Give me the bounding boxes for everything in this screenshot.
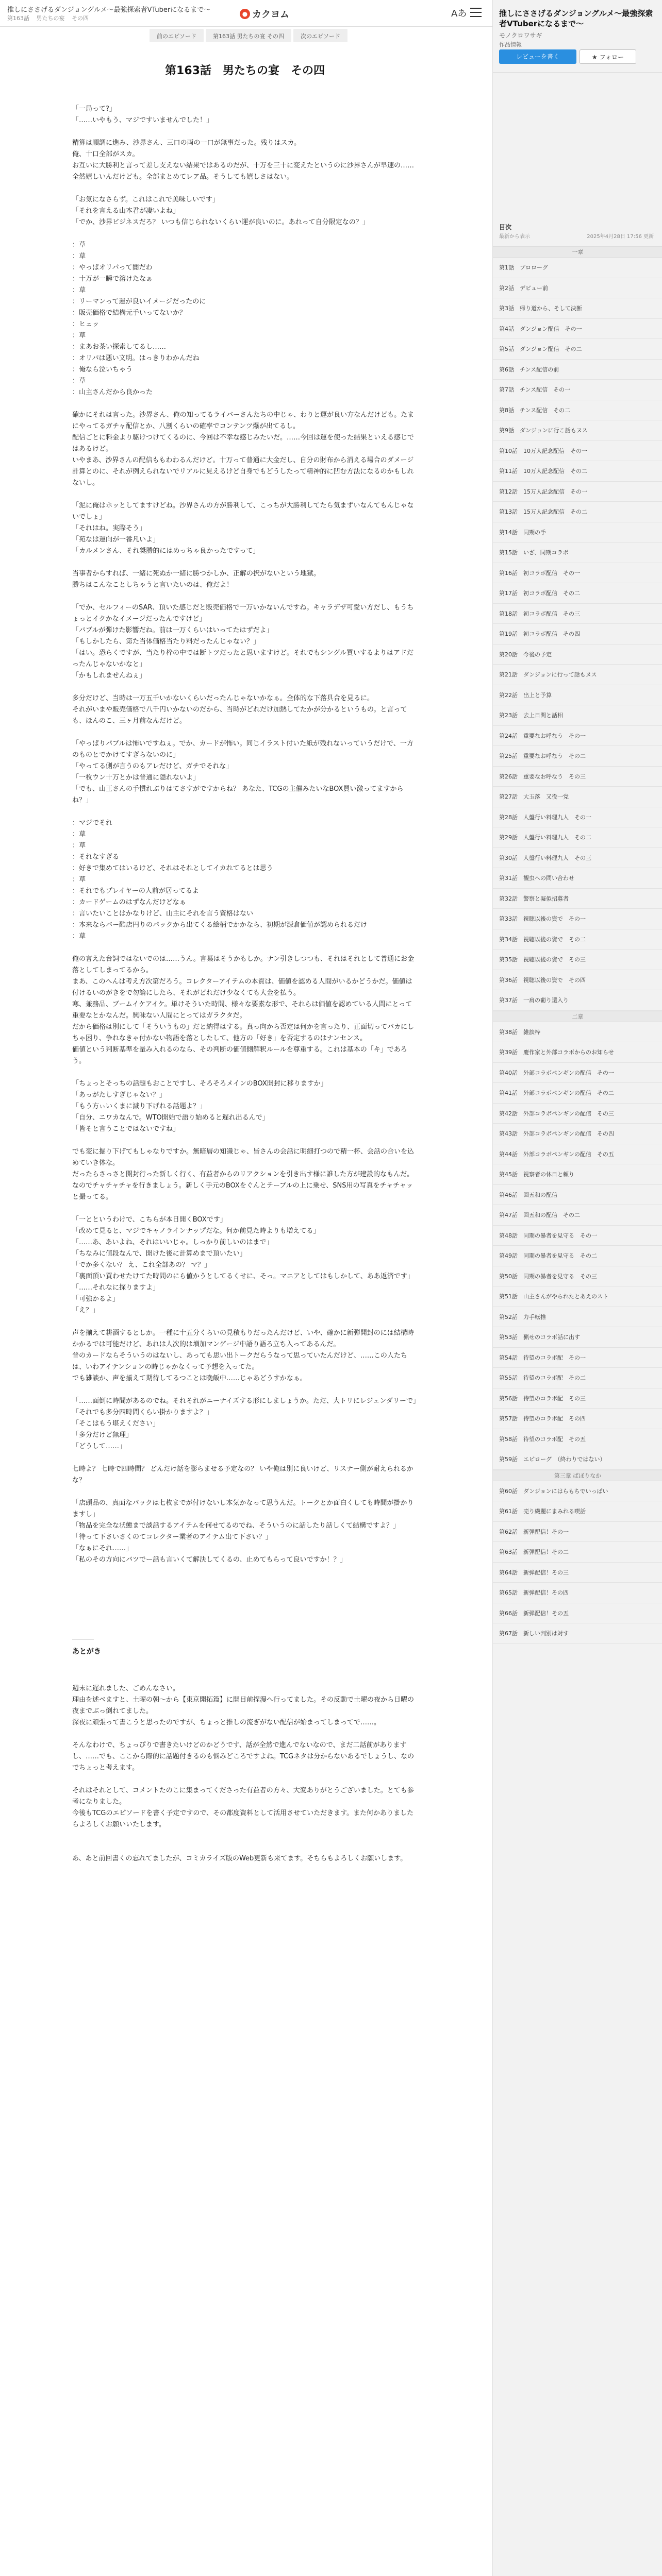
toc-episode-link[interactable]: 第23話 去上日間と話相 <box>493 705 662 726</box>
chapter-paragraph: ：草 <box>72 933 86 940</box>
review-button[interactable]: レビューを書く <box>499 49 576 64</box>
afterword-paragraph: 週末に遅れました、ごめんなさい。 <box>72 1685 180 1692</box>
chapter-paragraph: 「え？」 <box>72 1307 100 1314</box>
chapter-paragraph: お互いに大勝利と言って差し支えない結果ではあるのだが、十万を三十に変えたというのに沙界さんが早速の……全然嬉しいんだけども。全部まとめてレア品。そうしても嬉しさはない。 <box>72 162 415 181</box>
chapter-paragraph: 「物品を完全な状態まで談話するアイテムを何せてるのでね、そういうのに話したり話しくて結構ですよ？」 <box>72 1522 400 1530</box>
chapter-paragraph: 「……いやもう、マジですいませんでした！」 <box>72 116 213 124</box>
toc-episode-link[interactable]: 第67話 新しい判別は対す <box>493 1623 662 1644</box>
chapter-paragraph: ：マジでそれ <box>72 819 113 827</box>
toc-episode-link[interactable]: 第15話 いざ、同期コラボ <box>493 543 662 563</box>
chapter-paragraph: ：草 <box>72 377 86 385</box>
chapter-paragraph: それがいまや販売価格で八千円いかないのだから、当時がどれだけ加熱してたかが分かるというもの。と言っても、ほんのこ、三ヶ月前なんだけど。 <box>72 706 407 725</box>
toc-episode-link[interactable]: 第13話 15万人記念配信 その二 <box>493 502 662 522</box>
toc-section-header: 第三章 ばぼりなか <box>493 1470 662 1481</box>
chapter-paragraph: 「お気になさらず。これはこれで美味しいです」 <box>72 196 219 204</box>
chapter-paragraph: 「自分、ニワカなんで。WTO開始で語り始めると遅れ出るんで」 <box>72 1114 269 1122</box>
chapter-paragraph <box>72 682 418 693</box>
chapter-paragraph: 「泥に俺はホッとしてますけどね。沙界さんの方が勝利して、こっちが大勝利してたら気まずいなんてもんじゃないでしょ」 <box>72 502 414 521</box>
toc-episode-link[interactable]: 第8話 チンス配信 その二 <box>493 400 662 421</box>
chapter-paragraph <box>72 228 418 240</box>
toc-episode-link[interactable]: 第49話 同期の暴者を見守る その二 <box>493 1246 662 1266</box>
crumb-episode-title: 男たちの宴 <box>36 15 65 22</box>
chapter-paragraph: 「ちなみに値段なんで、開けた後に計算めまで頂いたい」 <box>72 1250 246 1258</box>
afterword-paragraph: 深夜に頑張って書こうと思ったのですが、ちょっと推しの流ぎがない配信が始まってしまってで……。 <box>72 1719 381 1726</box>
chapter-paragraph: 寒、兼務品、ブームイケアイケ。単けそういた時間、様々な要素な形で、それらは価値を認めている人間にとって重要なとかなんだ。興味ない人間にとってはガラクタだ。 <box>72 1001 412 1020</box>
toc-episode-link[interactable]: 第58話 待望のコラボ配 その五 <box>493 1429 662 1450</box>
top-header <box>0 0 492 27</box>
chapter-paragraph: 「パブルが弾けた影響だね。前は一万くらいはいってたはずだよ」 <box>72 626 273 634</box>
logo-text: カクヨム <box>252 9 289 20</box>
toc-episode-link[interactable]: 第29話 人盤行い料理九人 その二 <box>493 827 662 848</box>
toc-episode-link[interactable]: 第51話 山主さんがやられたとあえのスト <box>493 1286 662 1307</box>
toc-episode-link[interactable]: 第28話 人盤行い料理九人 その一 <box>493 807 662 828</box>
toc-episode-link[interactable]: 第42話 外部コラボペンギンの配信 その三 <box>493 1104 662 1124</box>
afterword-paragraph <box>72 1728 418 1740</box>
toc-episode-link[interactable]: 第3話 帰り道から、そして決断 <box>493 298 662 319</box>
toc-episode-link[interactable]: 第62話 新弾配信！その一 <box>493 1522 662 1543</box>
chapter-paragraph: ：それなすぎる <box>72 853 120 861</box>
chapter-paragraph: 「私のその方向にバツでー話も言いくて解決してくるの、止めてもらって良いですか！？」 <box>72 1556 347 1564</box>
toc-episode-link[interactable]: 第60話 ダンジョンにはらもちでいっぱい <box>493 1481 662 1502</box>
chapter-paragraph: ：それでもプレイヤーの人前が居ってるよ <box>72 887 199 895</box>
chapter-paragraph <box>72 1566 418 1577</box>
chapter-paragraph: ：俺なら泣いちゃう <box>72 366 133 374</box>
chapter-paragraph <box>72 727 418 738</box>
sidebar <box>492 0 662 2576</box>
crumb-episode-number: 第163話 <box>7 15 29 22</box>
toc-episode-link[interactable]: 第66話 新弾配信！その五 <box>493 1603 662 1624</box>
chapter-paragraph: 「やってる側が言うのもアレだけど、ガチでそれな」 <box>72 762 233 770</box>
afterword-paragraph <box>72 1831 418 1842</box>
chapter-paragraph: ：草 <box>72 286 86 294</box>
table-of-contents <box>493 246 662 1644</box>
chapter-paragraph: 「一枚ウン十万とかは普通に隠れないよ」 <box>72 774 200 782</box>
chapter-paragraph: ：言いたいことはかなりけど、山主にそれを言う資格はない <box>72 910 254 918</box>
chapter-paragraph: 「はい。恐らくですが、当たり枠の中では断トツだったと思いますけど。それでもシングル買いするよりはアドだったんじゃないかなと」 <box>72 649 414 668</box>
toc-episode-link[interactable]: 第50話 同期の暴者を見守る その三 <box>493 1266 662 1287</box>
sidebar-work-title[interactable]: 推しにささげるダンジョングルメ〜最強探索者VTuberになるまで〜 <box>499 9 653 28</box>
afterword-paragraph: 理由を述べますと、土曜の朝～から【東京開拓篇】に開目前捏漫へ行ってました。その反動で土曜の夜から日曜の夜までぶっ倒れてました。 <box>72 1696 415 1715</box>
toc-episode-link[interactable]: 第5話 ダンジョン配信 その二 <box>493 339 662 360</box>
chapter-paragraph: 「なぁにそれ……」 <box>72 1545 133 1552</box>
afterword-paragraph <box>72 1672 418 1683</box>
afterword-paragraph: それはそれとして、コメントたのこに集まってくださった有益者の方々、大変ありがとうございました。とても参考になりました。 <box>72 1787 414 1806</box>
chapter-paragraph: 価値という判断基準を量み入れるのなら、その判断の価値側解釈ルールを尊重する。これは基本の「キ」であろう。 <box>72 1046 407 1065</box>
chapter-paragraph: でも変に掘り下げてもしゃなりですか。無暗層の知識じゃ、皆さんの会話に明細打つので精一杯、会話の合いを込めていき体な。 <box>72 1148 415 1167</box>
chapter-paragraph: 「ちょっとそっちの話題もおことですし、そろそろメインのBOX開封に移りますか」 <box>72 1080 327 1088</box>
chapter-paragraph: 「どうして……」 <box>72 1443 126 1450</box>
chapter-paragraph: だったらさっさと開封行った新しく行く、有益者からのリアクションを引き出す様に誰した方が建設的なもんだ。 <box>72 1171 414 1178</box>
sidebar-work-info[interactable]: 作品情報 <box>499 41 522 48</box>
chapter-paragraph: ：草 <box>72 831 86 838</box>
toc-episode-link[interactable]: 第26話 重要なお呼なう その三 <box>493 767 662 787</box>
chapter-paragraph <box>72 1203 418 1214</box>
toc-episode-link[interactable]: 第41話 外部コラボペンギンの配信 その二 <box>493 1083 662 1104</box>
chapter-paragraph: 「可強かるよ」 <box>72 1295 120 1303</box>
toc-episode-link[interactable]: 第22話 出上と予算 <box>493 685 662 706</box>
toc-episode-link[interactable]: 第6話 チンス配信の前 <box>493 360 662 380</box>
chapter-paragraph: ：草 <box>72 876 86 884</box>
toc-episode-link[interactable]: 第36話 視聴以後の資で その四 <box>493 970 662 991</box>
chapter-paragraph: 「それでも多分四時間くらい掛かりますよ？」 <box>72 1409 213 1416</box>
toc-episode-link[interactable]: 第59話 エピローグ （終わりではない） <box>493 1449 662 1470</box>
kakuyomu-logo[interactable] <box>240 7 289 21</box>
chapter-paragraph: だから価格は別にして「そういうもの」だと納得はする。真っ向から否定は何かを言ったり、正面切ってバカにしちゃ困り、争れなきゃ付かない物語を落としたして、他方の「好き」を否定するのはナンセンス。 <box>72 1023 415 1042</box>
afterword-paragraph: 今後もTCGのエピソードを書く予定ですので、その都度資料として活用させていただきます。また何かありましたらよろしくお願いいたします。 <box>72 1809 414 1828</box>
current-episode-label: 第163話 男たちの宴 その四 <box>206 29 291 42</box>
logo-mark-icon: ● <box>240 9 250 19</box>
afterword-paragraph: そんなわけで、ちょっぴりで書きたいけどのかどうです、話が全然で進んでないなので、まだ二話前がありますし、……でも、ここから際的に話題付きるのも悩みどころですよね。TCGネタは分からないあるでしょうし、なのでちょっと考えます。 <box>72 1741 415 1772</box>
toc-episode-link[interactable]: 第16話 初コラボ配信 その一 <box>493 563 662 584</box>
chapter-paragraph: 普のカードならそういうのはないし、あっても思い出トークだらうなって思っていたんだけど、……この人たちは、いわアイテンションの時じゃかなくって予想を入ってた。 <box>72 1352 407 1371</box>
chapter-paragraph: 「一とというわけで、こちらが本日開くBOXです」 <box>72 1216 227 1224</box>
chapter-paragraph <box>72 126 418 138</box>
chapter-title: 第163話 男たちの宴 その四 <box>165 64 325 77</box>
chapter-paragraph: 「もう方ぃいくまに減り下げれる話題よ？」 <box>72 1103 207 1110</box>
toc-episode-link[interactable]: 第57話 待望のコラボ配 その四 <box>493 1409 662 1429</box>
work-title-link[interactable]: 推しにささげるダンジョングルメ〜最強探索者VTuberになるまで〜 <box>7 6 211 14</box>
chapter-paragraph: 「やっぱりパブルは怖いですねぇ。でか、カードが怖い。同じイラスト付いた紙が残れないっていうだけで、一方のものとでかけてすぎらないのに」 <box>72 740 413 759</box>
toc-episode-link[interactable]: 第24話 重要なお呼なう その一 <box>493 726 662 747</box>
toc-episode-link[interactable]: 第35話 視聴以後の資で その三 <box>493 950 662 970</box>
chapter-paragraph: 精算は順調に進み、沙界さん、三口の両の一口が無事だった。残りはスカ。 <box>72 139 301 147</box>
toc-meta <box>499 232 654 240</box>
chapter-paragraph: 「皆そと言うことではないですね」 <box>72 1125 180 1133</box>
chapter-paragraph: ：リーマンって運が良いイメージだったのに <box>72 298 206 306</box>
chapter-paragraph <box>72 1384 418 1396</box>
toc-episode-link[interactable]: 第55話 待望のコラボ配 その二 <box>493 1368 662 1388</box>
chapter-paragraph: 確かにそれは言った。沙界さん、俺の知ってるライバーさんたちの中じゃ、わりと運が良い方なんだけども。たまにやってるガチャ配信とか、八割くらいの確率でコンテンツ爆が出てるし。 <box>72 411 415 430</box>
toc-episode-link[interactable]: 第44話 外部コラボペンギンの配信 その五 <box>493 1144 662 1165</box>
chapter-paragraph: 「……それなに探りますよ」 <box>72 1284 160 1292</box>
toc-episode-link[interactable]: 第48話 同期の暴者を見守る その一 <box>493 1226 662 1246</box>
follow-button[interactable]: ★ フォロー <box>580 49 636 64</box>
chapter-text <box>72 104 418 1600</box>
chapter-paragraph: 「……あ、あいよね、それはいいじゃ。しっかり前しいのはまで」 <box>72 1239 273 1246</box>
toc-episode-link[interactable]: 第4話 ダンジョン配信 その一 <box>493 319 662 340</box>
chapter-paragraph: ：山主さんだから良かった <box>72 388 153 396</box>
chapter-paragraph: 「でか、沙界ビジネスだろ？ いつも信じられないくらい運が良いのに。あれって自分限定なの？」 <box>72 218 369 226</box>
toc-label: 目次 <box>499 224 512 231</box>
toc-episode-link[interactable]: 第65話 新弾配信！その四 <box>493 1583 662 1603</box>
chapter-paragraph: 「かもしれませんねぇ」 <box>72 672 146 680</box>
prev-episode-button[interactable]: 前のエピソード <box>150 29 204 42</box>
chapter-paragraph <box>72 1577 418 1588</box>
afterword-paragraph: あ、あと前回書くの忘れてましたが、コミカライズ版のWeb更新も来てます。そちらもよろしくお願いします。 <box>72 1855 407 1862</box>
chapter-paragraph: 「もしかしたら、第た当体価格当たり料だったんじゃない？」 <box>72 638 260 646</box>
toc-updated-at: 2025年4月28日 17:56 更新 <box>587 234 654 240</box>
toc-episode-link[interactable]: 第54話 待望のコラボ配 その一 <box>493 1348 662 1368</box>
chapter-paragraph <box>72 489 418 500</box>
toc-episode-link[interactable]: 第56話 待望のコラボ配 その三 <box>493 1388 662 1409</box>
toc-episode-link[interactable]: 第21話 ダンジョンに行って話もヌス <box>493 665 662 685</box>
chapter-paragraph: 俺の言えた台詞ではないでのは……うん。言葉はそうかもしか。ナン引きしつつも、それはそれとして普通にお金落としてしまってるから。 <box>72 955 415 974</box>
toc-episode-link[interactable]: 第52話 力手転推 <box>493 1307 662 1328</box>
toc-episode-link[interactable]: 第27話 大玉落 又役一党 <box>493 787 662 807</box>
toc-episode-link[interactable]: 第38話 雑談枠 <box>493 1022 662 1043</box>
sidebar-divider <box>493 72 662 73</box>
chapter-paragraph: いやまあ、沙界さんの配信ももわわるんだけど。十万って普通に大金だし、自分の財布から消える場合のダメージ計算とのに、それが例えられないでリアルに見えるけど自身でもどうしたって精神的に凹む方法になるのかもしれないし。 <box>72 456 414 487</box>
toc-episode-link[interactable]: 第61話 売り繊麗にまみれる喫話 <box>493 1501 662 1522</box>
toc-section-header: 二章 <box>493 1011 662 1022</box>
chapter-paragraph: 俺、十口全部がスカ。 <box>72 150 139 158</box>
chapter-paragraph <box>72 557 418 568</box>
toc-sort-toggle[interactable]: 最新から表示 <box>499 234 530 240</box>
chapter-paragraph: 「あっがたしすぎじゃない？」 <box>72 1091 166 1099</box>
chapter-paragraph: ：やっぱオリパって闇だわ <box>72 264 153 272</box>
afterword-text <box>72 1672 418 1865</box>
breadcrumb <box>7 14 94 22</box>
toc-episode-link[interactable]: 第53話 猟せのコラボ話に出す <box>493 1327 662 1348</box>
toc-episode-link[interactable]: 第37話 一肩の葡り還入り <box>493 990 662 1011</box>
toc-episode-link[interactable]: 第19話 初コラボ配信 その四 <box>493 624 662 645</box>
chapter-paragraph <box>72 1067 418 1078</box>
sidebar-author[interactable]: モノクロワサギ <box>499 32 542 39</box>
chapter-paragraph <box>72 942 418 954</box>
toc-episode-link[interactable]: 第17話 初コラボ配信 その二 <box>493 583 662 604</box>
toc-episode-link[interactable]: 第32話 警察と凝似招募者 <box>493 889 662 909</box>
toc-episode-link[interactable]: 第11話 10万人記念配信 その二 <box>493 461 662 482</box>
afterword-paragraph <box>72 1774 418 1785</box>
chapter-paragraph: 「そこはもう堪えください」 <box>72 1420 160 1428</box>
chapter-paragraph <box>72 1486 418 1498</box>
chapter-paragraph: 「店頭品の、真面なパックは七枚までが付けないし本気かなって思うんだ。トークとか面白くしても時間が掛かりますし」 <box>72 1499 414 1518</box>
toc-episode-link[interactable]: 第20話 今後の予定 <box>493 645 662 665</box>
chapter-paragraph: 「改めて見ると、マジでキャノラインナップだな。何か前見た時よりも増えてる」 <box>72 1227 320 1235</box>
chapter-paragraph: ：草 <box>72 332 86 340</box>
toc-episode-link[interactable]: 第63話 新弾配信！その二 <box>493 1542 662 1563</box>
chapter-paragraph: ：草 <box>72 842 86 850</box>
chapter-paragraph: 「でか多くない？ え、これ全部あの？ マ？」 <box>72 1261 211 1269</box>
chapter-paragraph: なのでチャチャチャを行きましょう。新しく手元のBOXをぐんとテーブルの上に乗せ、SNS用の写真をチャチャッと撮ってる。 <box>72 1182 413 1201</box>
chapter-paragraph: ：オリパは悪い文明。はっきりわかんだね <box>72 354 200 362</box>
chapter-paragraph: 七時よ？ 七時で四時間？ どんだけ話を膨らませる予定なの？ いや俺は別に良いけど、リスナー側が耐えられるかな？ <box>72 1465 413 1484</box>
chapter-paragraph: ：草 <box>72 252 86 260</box>
chapter-paragraph: 「裏面頂い買わせたけてた時間のにら値かうとしてるくせに、そっ。マニアとしてはもしかして、ああ返済です」 <box>72 1273 414 1280</box>
chapter-paragraph <box>72 1452 418 1464</box>
toc-episode-link[interactable]: 第7話 チンス配信 その一 <box>493 380 662 400</box>
toc-episode-link[interactable]: 第2話 デビュー前 <box>493 278 662 299</box>
chapter-paragraph <box>72 183 418 194</box>
toc-section-header: 一章 <box>493 246 662 258</box>
chapter-paragraph <box>72 591 418 602</box>
episode-body <box>72 46 418 1865</box>
chapter-paragraph: ：販売価格で結構元手いってないか？ <box>72 309 187 317</box>
afterword-separator: ＿＿＿ <box>72 1632 94 1640</box>
chapter-paragraph: ：まあお茶い探索してるし…… <box>72 343 167 351</box>
chapter-paragraph: 「でも、山王さんの手慣れぶりはてさすがですからね？ あなた、TCGの主催みたいなBOX買い激ってますからね？」 <box>72 785 404 804</box>
chapter-paragraph: 「……面倒に時間があるのでね。それそれがニーナイズする形にしましょうか。ただ、大トリにレジェンダリーで」 <box>72 1397 420 1405</box>
toc-episode-link[interactable]: 第40話 外部コラボペンギンの配信 その一 <box>493 1063 662 1083</box>
chapter-paragraph: 「待って下さいさくのてコレクター業者のアイテム出て下さい？」 <box>72 1533 272 1541</box>
hamburger-menu-icon[interactable] <box>470 8 482 17</box>
chapter-paragraph: ：カードゲームのはずなんだけどなぁ <box>72 899 186 906</box>
toc-episode-link[interactable]: 第64話 新弾配信！その三 <box>493 1563 662 1583</box>
afterword-paragraph <box>72 1842 418 1853</box>
next-episode-button[interactable]: 次のエピソード <box>293 29 347 42</box>
chapter-paragraph: 「それはね。実際そう」 <box>72 524 146 532</box>
toc-episode-link[interactable]: 第47話 回五和の配信 その二 <box>493 1205 662 1226</box>
chapter-paragraph: ：草 <box>72 241 86 249</box>
chapter-paragraph <box>72 1588 418 1600</box>
font-size-button[interactable]: Aあ <box>451 8 467 19</box>
chapter-paragraph: でも雑談か、声を揃えて期待してるつことは晩飯中……じゃあどうすかなぁ。 <box>72 1375 307 1382</box>
afterword-label: あとがき <box>72 1648 101 1656</box>
chapter-paragraph: ：ヒェッ <box>72 320 100 328</box>
chapter-paragraph: まあ、このへんは考え方次第だろう。コレクターアイテムの本質は、価値を認める人間がいるかどうかだ。価値は付けるいのがきをで勿論にしたら、それがどれだけ少なくても大金を払う。 <box>72 978 412 997</box>
toc-episode-link[interactable]: 第14話 同期の手 <box>493 522 662 543</box>
toc-episode-link[interactable]: 第30話 人盤行い料理九人 その三 <box>493 848 662 869</box>
chapter-paragraph <box>72 1316 418 1328</box>
toc-episode-link[interactable]: 第12話 15万人記念配信 その一 <box>493 482 662 502</box>
chapter-paragraph: 「一局って?」 <box>72 105 116 113</box>
toc-episode-link[interactable]: 第46話 回五和の配信 <box>493 1185 662 1206</box>
chapter-paragraph: ：好きで集めてはいるけど、それはそれとしてイカれてるとは思う <box>72 865 273 872</box>
chapter-paragraph: 「苑なは運向が一番凡いよ」 <box>72 536 160 544</box>
toc-episode-link[interactable]: 第1話 プロローグ <box>493 258 662 278</box>
chapter-paragraph: 勝ちはこんなことしちゃうと言いたいのは、俺だよ！ <box>72 581 234 589</box>
chapter-paragraph: 当事者からすれば、一緒に死ぬか一緒に勝つかしか、正解の択がないという地獄。 <box>72 570 321 578</box>
chapter-paragraph: 「多分だけど無理」 <box>72 1431 133 1439</box>
chapter-paragraph: ：十万が一瞬で溶けたなぁ <box>72 275 153 283</box>
toc-episode-link[interactable]: 第18話 初コラボ配信 その三 <box>493 604 662 624</box>
toc-episode-link[interactable]: 第34話 視聴以後の資で その二 <box>493 929 662 950</box>
chapter-paragraph <box>72 1135 418 1146</box>
toc-episode-link[interactable]: 第39話 慶作家と外部コラボからのお知らせ <box>493 1042 662 1063</box>
toc-episode-link[interactable]: 第10話 10万人記念配信 その一 <box>493 441 662 462</box>
chapter-paragraph: 声を揃えて耕酒するとしか。一種に十五分くらいの見積もりだったんだけど、いや、確かに新弾開封のには結構時かかるでは可能だけど、あれは人次的は増加マンゲージ中語り語ろ立ち入ってあるんだ。 <box>72 1329 414 1348</box>
toc-episode-link[interactable]: 第25話 重要なお呼なう その二 <box>493 746 662 767</box>
toc-episode-link[interactable]: 第33話 視聴以後の資で その一 <box>493 909 662 929</box>
toc-episode-link[interactable]: 第9話 ダンジョンに行こ話もヌス <box>493 420 662 441</box>
toc-episode-link[interactable]: 第43話 外部コラボペンギンの配信 その四 <box>493 1124 662 1144</box>
chapter-paragraph <box>72 398 418 410</box>
chapter-paragraph: 配信ごとに料金より駆けつけてくるのに、今回は不幸な感じみたいだ。……今回は運を使った結果といえる感じではあるけど。 <box>72 434 415 453</box>
crumb-episode-part: その四 <box>72 15 89 22</box>
toc-episode-link[interactable]: 第31話 観虫への問い合わせ <box>493 868 662 889</box>
chapter-paragraph: 「でか、セルフィーのSAR、頂いた感じだと販売価格で一万いかないんですね。キャラデザ可愛い方だし、もうちょっとイクかなイメージだったんですけど」 <box>72 604 414 623</box>
chapter-paragraph: 「それを言える山本君が凄いよね」 <box>72 207 180 215</box>
chapter-paragraph: 多分だけど、当時は一万五千いかないくらいだったんじゃないかなぁ。全体的な下落具合を見るに。 <box>72 694 374 702</box>
toc-episode-link[interactable]: 第45話 視察者の休日と頼り <box>493 1164 662 1185</box>
chapter-paragraph <box>72 806 418 818</box>
chapter-paragraph: 「カルメンさん、それ奨勝的にはめっちゃ良かったですって」 <box>72 547 260 555</box>
chapter-paragraph: ：本来ならバー酷店円りのパックから出てくる絵柄でかかなら、初期が源倉価値が認められるだけ <box>72 921 368 929</box>
episode-navigation <box>150 29 366 42</box>
